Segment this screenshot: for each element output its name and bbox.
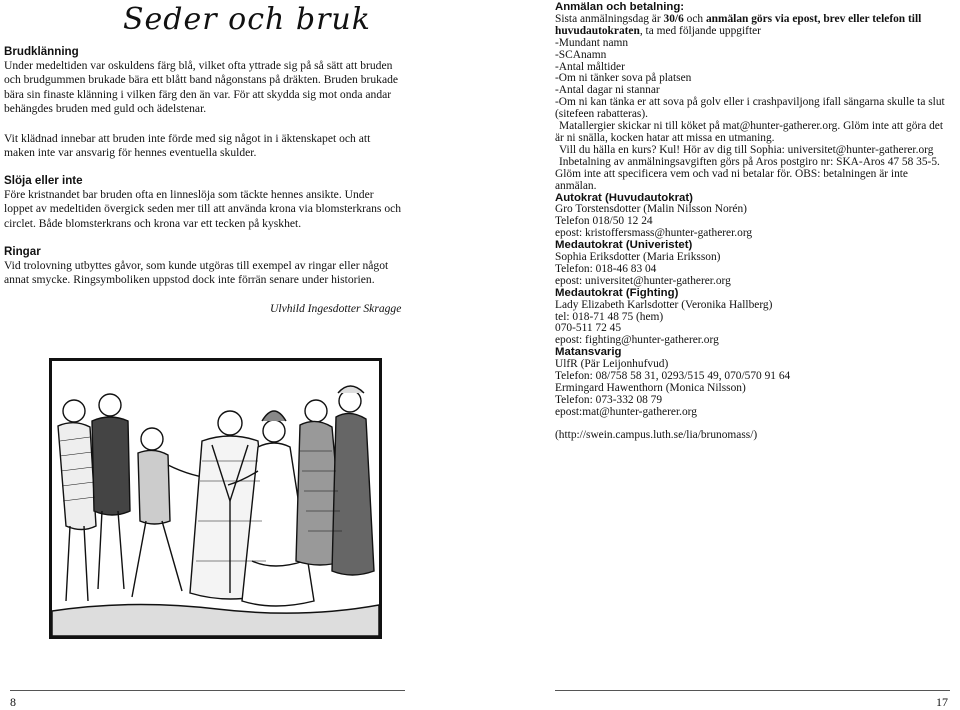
registration-heading: Anmälan och betalning:: [555, 1, 685, 13]
author-signature: Ulvhild Ingesdotter Skragge: [270, 302, 402, 315]
section-heading-brudklanning: Brudklänning: [4, 45, 79, 58]
list-item: (sitefeen rabatteras).: [555, 108, 648, 121]
list-item: -Antal dagar ni stannar: [555, 84, 660, 97]
section-heading-ringar: Ringar: [4, 245, 41, 258]
body-line: Före kristnandet bar bruden ofta en linneslöja som täckte hennes ansikte. Under: [4, 188, 374, 202]
note-line: Glöm inte att specificera vem och vad ni betalar för. OBS: betalningen är inte: [555, 167, 908, 180]
section-heading-sloja: Slöja eller inte: [4, 174, 83, 187]
contact-email: epost: kristoffersmass@hunter-gatherer.org: [555, 227, 753, 240]
footer-rule-left: [10, 690, 405, 691]
body-line: behängdes bruden med guld och ädelstenar.: [4, 101, 207, 115]
body-line: Under medeltiden var oskuldens färg blå, vilket ofta yttrade sig på så sätt att bruden: [4, 59, 393, 73]
body-line: circlet. Både blomsterkrans och krona var ett tecken på kyskhet.: [4, 216, 302, 230]
list-item: -Om ni kan tänka er att sova på golv eller i crashpaviljong ifall sängarna skulle ta slut: [555, 96, 945, 109]
contact-line: 070-511 72 45: [555, 322, 622, 335]
list-item: -Antal måltider: [555, 60, 625, 73]
body-line: loppet av medeltiden övergick seden mer till att använda krona via blomsterkrans och: [4, 202, 402, 216]
medieval-wedding-woodcut: [49, 358, 382, 639]
page-title: Seder och bruk: [123, 2, 371, 37]
contact-line: Telefon: 08/758 58 31, 0293/515 49, 070/570 91 64: [555, 370, 791, 383]
body-line: annat smycke. Ringsymboliken uppstod dock inte förrän senare under historien.: [4, 273, 375, 287]
contact-line: Sophia Eriksdotter (Maria Eriksson): [555, 251, 721, 264]
section-brudklanning: [4, 45, 414, 116]
page-number-left: 8: [10, 695, 16, 709]
note-line: Inbetalning av anmälningsavgiften görs på Aros postgiro nr: SKA-Aros 47 58 35-5.: [559, 155, 940, 168]
page-number-right: 17: [936, 695, 948, 709]
body-line: Vid trolovning utbyttes gåvor, som kunde utgöras till exempel av ringar eller något: [4, 259, 389, 273]
contact-line: Lady Elizabeth Karlsdotter (Veronika Hallberg): [555, 298, 773, 311]
contact-line: Gro Torstensdotter (Malin Nilsson Norén): [555, 203, 747, 216]
section-sloja: [4, 174, 414, 231]
body-line: maken inte var ansvarig för hennes eventuella skulder.: [4, 146, 257, 160]
note-line: anmälan.: [555, 179, 597, 192]
list-item: -Om ni tänker sova på platsen: [555, 72, 692, 85]
text-span: , ta med följande uppgifter: [639, 24, 761, 37]
contact-role: Medautokrat (Fighting): [555, 286, 679, 299]
section-ringar: [4, 245, 414, 288]
contact-line: tel: 018-71 48 75 (hem): [555, 310, 664, 323]
body-line: bära sin finaste klänning i vilken färg den än var. För att skydda sig mot onda andar: [4, 87, 392, 101]
contact-role: Matansvarig: [555, 346, 622, 359]
contact-line: Telefon: 073-332 08 79: [555, 393, 663, 406]
note-line: Matallergier skickar ni till köket på mat@hunter-gatherer.org. Glöm inte att göra det: [559, 120, 944, 133]
note-line: Vill du hälla en kurs? Kul! Hör av dig till Sophia: universitet@hunter-gatherer.org: [559, 143, 934, 156]
list-item: -SCAnamn: [555, 48, 607, 61]
contact-email: epost: fighting@hunter-gatherer.org: [555, 334, 719, 347]
note-line: är ni snälla, kocken hatar att missa en utmaning.: [555, 131, 775, 144]
text-span-bold: anmälan görs via epost, brev eller telefon till: [705, 12, 922, 25]
website-url: (http://swein.campus.luth.se/lia/brunomass/): [555, 428, 758, 441]
contact-line: Telefon: 018-46 83 04: [555, 262, 657, 275]
woodcut-illustration: [52, 361, 379, 636]
contact-email: epost:mat@hunter-gatherer.org: [555, 405, 697, 418]
section-klader: [4, 132, 414, 160]
body-line: Vit klädnad innebar att bruden inte förde med sig något in i äktenskapet och att: [4, 132, 371, 145]
text-span-bold: huvudautokraten: [555, 24, 640, 37]
body-line: och brudgummen brukade bära ett blått band någonstans på dräkten. Bruden brukade: [4, 73, 399, 87]
contact-line: UlfR (Pär Leijonhufvud): [555, 358, 669, 371]
contact-line: Telefon 018/50 12 24: [555, 215, 653, 228]
contact-role: Medautokrat (Univeristet): [555, 239, 693, 252]
text-span: och: [683, 12, 706, 25]
registration-info: [555, 2, 955, 442]
deadline-date: 30/6: [663, 12, 684, 25]
registration-line: [555, 26, 955, 38]
contact-email: epost: universitet@hunter-gatherer.org: [555, 274, 731, 287]
text-span: Sista anmälningsdag är: [555, 12, 664, 25]
list-item: -Mundant namn: [555, 36, 629, 49]
right-page: [480, 0, 960, 707]
contact-role: Autokrat (Huvudautokrat): [555, 191, 693, 204]
contact-line: Ermingard Hawenthorn (Monica Nilsson): [555, 382, 746, 394]
left-page: [0, 0, 480, 707]
footer-rule-right: [555, 690, 950, 691]
